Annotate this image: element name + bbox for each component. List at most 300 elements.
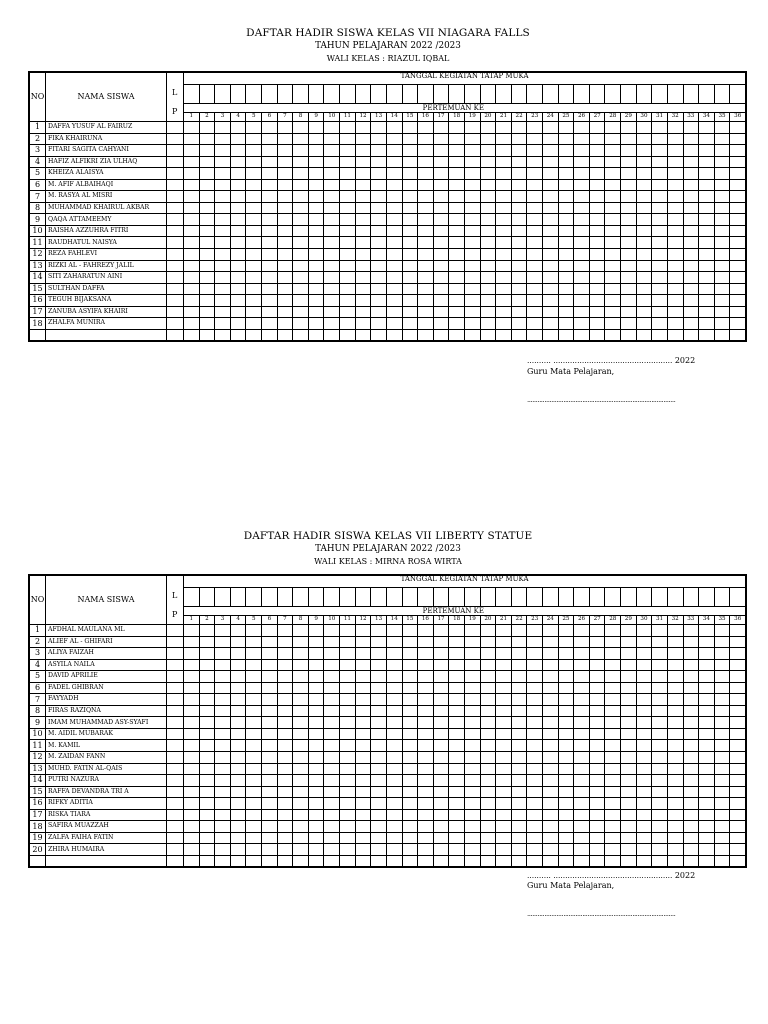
attendance-cell[interactable]: [340, 272, 356, 284]
attendance-cell[interactable]: [308, 625, 324, 637]
attendance-cell[interactable]: [262, 237, 278, 249]
attendance-cell[interactable]: [293, 225, 309, 237]
attendance-cell[interactable]: [371, 809, 387, 821]
attendance-cell[interactable]: [277, 694, 293, 706]
attendance-cell[interactable]: [683, 225, 699, 237]
attendance-cell[interactable]: [480, 775, 496, 787]
attendance-cell[interactable]: [308, 798, 324, 810]
attendance-cell[interactable]: [527, 168, 543, 180]
attendance-cell[interactable]: [636, 306, 652, 318]
attendance-cell[interactable]: [699, 705, 715, 717]
attendance-cell[interactable]: [371, 179, 387, 191]
attendance-cell[interactable]: [683, 752, 699, 764]
attendance-cell[interactable]: [246, 318, 262, 330]
attendance-cell[interactable]: [402, 694, 418, 706]
attendance-cell[interactable]: [636, 272, 652, 284]
attendance-cell[interactable]: [308, 809, 324, 821]
date-cell[interactable]: [511, 85, 527, 104]
attendance-cell[interactable]: [277, 214, 293, 226]
attendance-cell[interactable]: [184, 145, 200, 157]
attendance-cell[interactable]: [340, 786, 356, 798]
attendance-cell[interactable]: [184, 694, 200, 706]
attendance-cell[interactable]: [543, 179, 559, 191]
attendance-cell[interactable]: [433, 225, 449, 237]
attendance-cell[interactable]: [527, 318, 543, 330]
attendance-cell[interactable]: [667, 659, 683, 671]
attendance-cell[interactable]: [543, 283, 559, 295]
attendance-cell[interactable]: [480, 659, 496, 671]
attendance-cell[interactable]: [496, 844, 512, 856]
attendance-cell[interactable]: [605, 249, 621, 261]
attendance-cell[interactable]: [714, 122, 730, 134]
attendance-cell[interactable]: [652, 145, 668, 157]
gender-cell[interactable]: [167, 260, 184, 272]
attendance-cell[interactable]: [246, 832, 262, 844]
attendance-cell[interactable]: [371, 202, 387, 214]
attendance-cell[interactable]: [464, 295, 480, 307]
attendance-cell[interactable]: [449, 225, 465, 237]
attendance-cell[interactable]: [558, 648, 574, 660]
date-cell[interactable]: [402, 85, 418, 104]
attendance-cell[interactable]: [543, 671, 559, 683]
attendance-cell[interactable]: [215, 775, 231, 787]
attendance-cell[interactable]: [683, 786, 699, 798]
attendance-cell[interactable]: [558, 179, 574, 191]
attendance-cell[interactable]: [355, 821, 371, 833]
attendance-cell[interactable]: [402, 705, 418, 717]
gender-cell[interactable]: [167, 329, 184, 341]
attendance-cell[interactable]: [683, 272, 699, 284]
attendance-cell[interactable]: [636, 763, 652, 775]
attendance-cell[interactable]: [558, 659, 574, 671]
attendance-cell[interactable]: [371, 122, 387, 134]
attendance-cell[interactable]: [184, 809, 200, 821]
attendance-cell[interactable]: [340, 682, 356, 694]
attendance-cell[interactable]: [527, 156, 543, 168]
date-cell[interactable]: [184, 588, 200, 607]
attendance-cell[interactable]: [262, 225, 278, 237]
attendance-cell[interactable]: [558, 156, 574, 168]
attendance-cell[interactable]: [652, 728, 668, 740]
attendance-cell[interactable]: [543, 156, 559, 168]
attendance-cell[interactable]: [262, 168, 278, 180]
attendance-cell[interactable]: [449, 694, 465, 706]
date-cell[interactable]: [246, 85, 262, 104]
attendance-cell[interactable]: [699, 283, 715, 295]
attendance-cell[interactable]: [371, 798, 387, 810]
attendance-cell[interactable]: [589, 306, 605, 318]
attendance-cell[interactable]: [683, 133, 699, 145]
attendance-cell[interactable]: [543, 625, 559, 637]
attendance-cell[interactable]: [730, 786, 746, 798]
attendance-cell[interactable]: [371, 855, 387, 867]
attendance-cell[interactable]: [543, 214, 559, 226]
attendance-cell[interactable]: [277, 225, 293, 237]
attendance-cell[interactable]: [262, 214, 278, 226]
gender-cell[interactable]: [167, 283, 184, 295]
attendance-cell[interactable]: [574, 179, 590, 191]
attendance-cell[interactable]: [496, 191, 512, 203]
attendance-cell[interactable]: [199, 272, 215, 284]
attendance-cell[interactable]: [511, 809, 527, 821]
attendance-cell[interactable]: [433, 659, 449, 671]
attendance-cell[interactable]: [418, 740, 434, 752]
attendance-cell[interactable]: [324, 329, 340, 341]
attendance-cell[interactable]: [262, 682, 278, 694]
attendance-cell[interactable]: [511, 283, 527, 295]
attendance-cell[interactable]: [511, 179, 527, 191]
attendance-cell[interactable]: [496, 821, 512, 833]
attendance-cell[interactable]: [464, 329, 480, 341]
attendance-cell[interactable]: [496, 260, 512, 272]
attendance-cell[interactable]: [230, 225, 246, 237]
attendance-cell[interactable]: [683, 705, 699, 717]
attendance-cell[interactable]: [464, 306, 480, 318]
attendance-cell[interactable]: [683, 625, 699, 637]
gender-cell[interactable]: [167, 179, 184, 191]
attendance-cell[interactable]: [308, 705, 324, 717]
attendance-cell[interactable]: [589, 636, 605, 648]
attendance-cell[interactable]: [386, 705, 402, 717]
attendance-cell[interactable]: [636, 318, 652, 330]
attendance-cell[interactable]: [730, 260, 746, 272]
attendance-cell[interactable]: [527, 260, 543, 272]
attendance-cell[interactable]: [667, 786, 683, 798]
attendance-cell[interactable]: [527, 295, 543, 307]
attendance-cell[interactable]: [667, 844, 683, 856]
attendance-cell[interactable]: [636, 740, 652, 752]
attendance-cell[interactable]: [293, 798, 309, 810]
attendance-cell[interactable]: [589, 786, 605, 798]
attendance-cell[interactable]: [605, 763, 621, 775]
attendance-cell[interactable]: [464, 775, 480, 787]
empty-number-cell[interactable]: [30, 329, 46, 341]
attendance-cell[interactable]: [558, 763, 574, 775]
attendance-cell[interactable]: [714, 133, 730, 145]
attendance-cell[interactable]: [199, 295, 215, 307]
date-cell[interactable]: [324, 85, 340, 104]
attendance-cell[interactable]: [605, 237, 621, 249]
attendance-cell[interactable]: [386, 855, 402, 867]
attendance-cell[interactable]: [683, 214, 699, 226]
attendance-cell[interactable]: [496, 855, 512, 867]
attendance-cell[interactable]: [386, 798, 402, 810]
attendance-cell[interactable]: [433, 329, 449, 341]
attendance-cell[interactable]: [293, 717, 309, 729]
attendance-cell[interactable]: [714, 671, 730, 683]
attendance-cell[interactable]: [496, 329, 512, 341]
attendance-cell[interactable]: [199, 752, 215, 764]
attendance-cell[interactable]: [402, 659, 418, 671]
attendance-cell[interactable]: [480, 122, 496, 134]
attendance-cell[interactable]: [699, 728, 715, 740]
attendance-cell[interactable]: [683, 717, 699, 729]
gender-cell[interactable]: [167, 728, 184, 740]
attendance-cell[interactable]: [199, 694, 215, 706]
attendance-cell[interactable]: [589, 272, 605, 284]
attendance-cell[interactable]: [652, 625, 668, 637]
attendance-cell[interactable]: [636, 260, 652, 272]
gender-cell[interactable]: [167, 740, 184, 752]
attendance-cell[interactable]: [386, 752, 402, 764]
attendance-cell[interactable]: [355, 145, 371, 157]
attendance-cell[interactable]: [667, 249, 683, 261]
attendance-cell[interactable]: [230, 705, 246, 717]
attendance-cell[interactable]: [527, 809, 543, 821]
attendance-cell[interactable]: [558, 798, 574, 810]
attendance-cell[interactable]: [215, 682, 231, 694]
attendance-cell[interactable]: [543, 705, 559, 717]
attendance-cell[interactable]: [652, 648, 668, 660]
attendance-cell[interactable]: [543, 225, 559, 237]
attendance-cell[interactable]: [340, 133, 356, 145]
attendance-cell[interactable]: [215, 168, 231, 180]
attendance-cell[interactable]: [496, 740, 512, 752]
date-cell[interactable]: [433, 85, 449, 104]
attendance-cell[interactable]: [386, 214, 402, 226]
attendance-cell[interactable]: [527, 202, 543, 214]
attendance-cell[interactable]: [543, 133, 559, 145]
attendance-cell[interactable]: [667, 133, 683, 145]
attendance-cell[interactable]: [246, 214, 262, 226]
attendance-cell[interactable]: [589, 156, 605, 168]
attendance-cell[interactable]: [511, 671, 527, 683]
attendance-cell[interactable]: [636, 625, 652, 637]
gender-cell[interactable]: [167, 752, 184, 764]
date-cell[interactable]: [636, 85, 652, 104]
attendance-cell[interactable]: [293, 763, 309, 775]
attendance-cell[interactable]: [714, 809, 730, 821]
attendance-cell[interactable]: [324, 225, 340, 237]
date-cell[interactable]: [730, 85, 746, 104]
attendance-cell[interactable]: [293, 145, 309, 157]
attendance-cell[interactable]: [324, 717, 340, 729]
attendance-cell[interactable]: [371, 191, 387, 203]
attendance-cell[interactable]: [714, 237, 730, 249]
attendance-cell[interactable]: [246, 225, 262, 237]
attendance-cell[interactable]: [293, 752, 309, 764]
attendance-cell[interactable]: [262, 329, 278, 341]
attendance-cell[interactable]: [184, 763, 200, 775]
date-cell[interactable]: [199, 588, 215, 607]
attendance-cell[interactable]: [355, 306, 371, 318]
attendance-cell[interactable]: [449, 133, 465, 145]
attendance-cell[interactable]: [355, 625, 371, 637]
date-cell[interactable]: [699, 85, 715, 104]
attendance-cell[interactable]: [480, 809, 496, 821]
attendance-cell[interactable]: [277, 648, 293, 660]
attendance-cell[interactable]: [667, 179, 683, 191]
attendance-cell[interactable]: [293, 625, 309, 637]
attendance-cell[interactable]: [699, 821, 715, 833]
attendance-cell[interactable]: [574, 122, 590, 134]
attendance-cell[interactable]: [371, 763, 387, 775]
attendance-cell[interactable]: [621, 717, 637, 729]
attendance-cell[interactable]: [496, 283, 512, 295]
attendance-cell[interactable]: [464, 798, 480, 810]
attendance-cell[interactable]: [340, 705, 356, 717]
attendance-cell[interactable]: [215, 202, 231, 214]
attendance-cell[interactable]: [543, 122, 559, 134]
attendance-cell[interactable]: [589, 260, 605, 272]
date-cell[interactable]: [386, 588, 402, 607]
attendance-cell[interactable]: [589, 648, 605, 660]
date-cell[interactable]: [543, 588, 559, 607]
attendance-cell[interactable]: [527, 214, 543, 226]
attendance-cell[interactable]: [543, 237, 559, 249]
attendance-cell[interactable]: [621, 318, 637, 330]
attendance-cell[interactable]: [652, 272, 668, 284]
gender-cell[interactable]: [167, 249, 184, 261]
attendance-cell[interactable]: [621, 832, 637, 844]
attendance-cell[interactable]: [246, 648, 262, 660]
attendance-cell[interactable]: [355, 122, 371, 134]
attendance-cell[interactable]: [667, 705, 683, 717]
attendance-cell[interactable]: [636, 694, 652, 706]
attendance-cell[interactable]: [449, 202, 465, 214]
attendance-cell[interactable]: [652, 752, 668, 764]
attendance-cell[interactable]: [433, 625, 449, 637]
attendance-cell[interactable]: [371, 237, 387, 249]
attendance-cell[interactable]: [199, 122, 215, 134]
attendance-cell[interactable]: [308, 133, 324, 145]
date-cell[interactable]: [667, 85, 683, 104]
attendance-cell[interactable]: [480, 191, 496, 203]
attendance-cell[interactable]: [699, 740, 715, 752]
date-cell[interactable]: [464, 588, 480, 607]
attendance-cell[interactable]: [605, 705, 621, 717]
attendance-cell[interactable]: [355, 659, 371, 671]
attendance-cell[interactable]: [355, 214, 371, 226]
gender-cell[interactable]: [167, 306, 184, 318]
attendance-cell[interactable]: [496, 156, 512, 168]
attendance-cell[interactable]: [589, 122, 605, 134]
attendance-cell[interactable]: [308, 122, 324, 134]
attendance-cell[interactable]: [589, 249, 605, 261]
attendance-cell[interactable]: [636, 786, 652, 798]
attendance-cell[interactable]: [293, 682, 309, 694]
attendance-cell[interactable]: [714, 740, 730, 752]
attendance-cell[interactable]: [730, 318, 746, 330]
attendance-cell[interactable]: [496, 636, 512, 648]
attendance-cell[interactable]: [418, 237, 434, 249]
attendance-cell[interactable]: [418, 694, 434, 706]
attendance-cell[interactable]: [730, 329, 746, 341]
attendance-cell[interactable]: [199, 809, 215, 821]
attendance-cell[interactable]: [277, 786, 293, 798]
attendance-cell[interactable]: [433, 775, 449, 787]
attendance-cell[interactable]: [402, 225, 418, 237]
attendance-cell[interactable]: [215, 786, 231, 798]
attendance-cell[interactable]: [699, 145, 715, 157]
attendance-cell[interactable]: [277, 145, 293, 157]
attendance-cell[interactable]: [324, 306, 340, 318]
attendance-cell[interactable]: [464, 168, 480, 180]
attendance-cell[interactable]: [449, 648, 465, 660]
attendance-cell[interactable]: [277, 283, 293, 295]
attendance-cell[interactable]: [511, 249, 527, 261]
attendance-cell[interactable]: [652, 798, 668, 810]
attendance-cell[interactable]: [230, 306, 246, 318]
attendance-cell[interactable]: [262, 671, 278, 683]
attendance-cell[interactable]: [699, 855, 715, 867]
attendance-cell[interactable]: [558, 122, 574, 134]
attendance-cell[interactable]: [558, 249, 574, 261]
attendance-cell[interactable]: [230, 809, 246, 821]
attendance-cell[interactable]: [199, 832, 215, 844]
attendance-cell[interactable]: [699, 214, 715, 226]
gender-cell[interactable]: [167, 775, 184, 787]
attendance-cell[interactable]: [605, 179, 621, 191]
attendance-cell[interactable]: [355, 133, 371, 145]
attendance-cell[interactable]: [433, 214, 449, 226]
attendance-cell[interactable]: [355, 249, 371, 261]
attendance-cell[interactable]: [230, 786, 246, 798]
attendance-cell[interactable]: [277, 752, 293, 764]
attendance-cell[interactable]: [324, 659, 340, 671]
attendance-cell[interactable]: [418, 179, 434, 191]
attendance-cell[interactable]: [230, 682, 246, 694]
attendance-cell[interactable]: [386, 740, 402, 752]
attendance-cell[interactable]: [355, 798, 371, 810]
attendance-cell[interactable]: [371, 168, 387, 180]
attendance-cell[interactable]: [308, 659, 324, 671]
attendance-cell[interactable]: [636, 145, 652, 157]
attendance-cell[interactable]: [464, 122, 480, 134]
attendance-cell[interactable]: [636, 295, 652, 307]
attendance-cell[interactable]: [293, 728, 309, 740]
attendance-cell[interactable]: [464, 740, 480, 752]
attendance-cell[interactable]: [558, 694, 574, 706]
attendance-cell[interactable]: [527, 786, 543, 798]
attendance-cell[interactable]: [402, 283, 418, 295]
attendance-cell[interactable]: [308, 295, 324, 307]
attendance-cell[interactable]: [184, 636, 200, 648]
attendance-cell[interactable]: [277, 249, 293, 261]
attendance-cell[interactable]: [402, 168, 418, 180]
attendance-cell[interactable]: [184, 728, 200, 740]
attendance-cell[interactable]: [683, 832, 699, 844]
attendance-cell[interactable]: [184, 671, 200, 683]
attendance-cell[interactable]: [636, 752, 652, 764]
attendance-cell[interactable]: [308, 283, 324, 295]
attendance-cell[interactable]: [699, 329, 715, 341]
attendance-cell[interactable]: [699, 694, 715, 706]
attendance-cell[interactable]: [621, 694, 637, 706]
attendance-cell[interactable]: [699, 272, 715, 284]
attendance-cell[interactable]: [496, 682, 512, 694]
attendance-cell[interactable]: [464, 832, 480, 844]
attendance-cell[interactable]: [340, 306, 356, 318]
attendance-cell[interactable]: [402, 329, 418, 341]
attendance-cell[interactable]: [340, 740, 356, 752]
attendance-cell[interactable]: [480, 648, 496, 660]
attendance-cell[interactable]: [433, 752, 449, 764]
attendance-cell[interactable]: [355, 237, 371, 249]
attendance-cell[interactable]: [262, 191, 278, 203]
attendance-cell[interactable]: [683, 318, 699, 330]
attendance-cell[interactable]: [480, 763, 496, 775]
attendance-cell[interactable]: [574, 249, 590, 261]
attendance-cell[interactable]: [730, 671, 746, 683]
gender-cell[interactable]: [167, 145, 184, 157]
attendance-cell[interactable]: [371, 272, 387, 284]
attendance-cell[interactable]: [667, 237, 683, 249]
attendance-cell[interactable]: [386, 694, 402, 706]
attendance-cell[interactable]: [652, 659, 668, 671]
attendance-cell[interactable]: [230, 272, 246, 284]
attendance-cell[interactable]: [386, 728, 402, 740]
